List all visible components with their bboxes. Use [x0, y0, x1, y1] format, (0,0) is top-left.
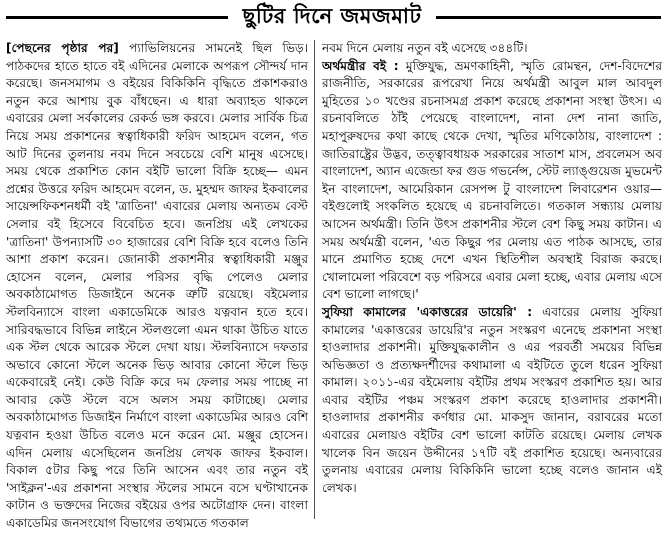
left-column: [6, 40, 308, 531]
section-heading-finance-minister: অর্থমন্ত্রীর বই :: [322, 58, 399, 73]
section-heading-sufia-kamal: সুফিয়া কামালের 'একাত্তরের ডায়েরি' :: [322, 304, 533, 319]
headline: ছুটির দিনে জমজমাট: [242, 4, 422, 28]
right-column: [322, 40, 662, 519]
continuation-marker: [পেছনের পৃষ্ঠার পর]: [6, 41, 119, 55]
left-column-paragraph: [6, 40, 308, 533]
headline-bar: [0, 0, 669, 36]
headline-rule-left: [6, 16, 228, 19]
headline-rule-right: [436, 16, 661, 19]
column-divider: [314, 40, 315, 519]
section-finance-minister: [322, 58, 662, 304]
section-sufia-kamal: [322, 304, 662, 498]
section-text-finance-minister: মুক্তিযুদ্ধ, ভ্রমণকাহিনী, স্মৃতি রোমন্থন, দেশ-বিদেশের রাজনীতি, সরকারের রূপরেখা নিয়ে অর্থমন্ত্রী আবুল মাল আবদুল মুহিতের ১০ খণ্ডের রচনাসমগ্র প্রকাশ করেছে প্রকাশনা সংস্থা উৎস। এ রচনাবলিতে ঠাঁই পেয়েছে বাংলাদেশ, নানা দেশ নানা জাতি, মহাপুরুষদের কথা কাছে থেকে দেখা, স্মৃতির মণিকোঠায়, বাংলাদেশ : জাতিরাষ্ট্রের উদ্ভব, তত্ত্বাবধায়ক সরকারের সাতাশ মাস, প্রবলেমস অব বাংলাদেশ, অ্যান এজেন্ডা ফর গুড গভর্নেন্স, স্টেট ল্যাঙ্গুয়েজ মুভমেন্ট ইন বাংলাদেশ, আমেরিকান রেসপন্স টু বাংলাদেশ লিবারেশন ওয়ার— বইগুলোই সংকলিত হয়েছে এ রচনাবলিতে। গতকাল সন্ধ্যায় মেলায় আসেন অর্থমন্ত্রী। তিনি উৎস প্রকাশনীর স্টলে বেশ কিছু সময় কাটান। এ সময় অর্থমন্ত্রী বলেন, 'এত কিছুর পর মেলায় এত পাঠক আসছে, তার মানে প্রমাণিত হচ্ছে দেশে এখন স্থিতিশীল অবস্থাই বিরাজ করছে। খোলামেলা পরিবেশে বড় পরিসরে এবার মেলা হচ্ছে, এবার মেলায় এসে বেশ ভালো লাগছে।': [322, 58, 662, 302]
section-text-sufia-kamal: এবারের মেলায় সুফিয়া কামালের 'একাত্তরের ডায়েরি'র নতুন সংস্করণ এনেছে প্রকাশনা সংস্থা হাওলাদার প্রকাশনী। মুক্তিযুদ্ধকালীন ও এর পরবর্তী সময়ের বিভিন্ন অভিজ্ঞতা ও প্রত্যক্ষদর্শীদের কথামালা এ বইটিতে তুলে ধরেন সুফিয়া কামাল। ২০১১-এর বইমেলায় বইটির প্রথম সংস্করণ প্রকাশিত হয়। আর এবার বইটির পঞ্চম সংস্করণ প্রকাশ করেছে হাওলাদার প্রকাশনী। হাওলাদার প্রকাশনীর কর্ণধার মো. মাকসুদ জানান, বরাবরের মতো এবারের মেলায়ও বইটির বেশ ভালো কাটতি রয়েছে। মেলায় লেখক খালেক বিন জয়েন উদ্দীনের ১৭টি বই প্রকাশিত হয়েছে। অন্যবারের তুলনায় এবারের মেলায় বিকিকিনি ভালো হচ্ছে বলেও জানান এই লেখক।: [322, 304, 662, 495]
left-column-text: প্যাভিলিয়নের সামনেই ছিল ভিড়। পাঠকদের হাতে হাতে বই এদিনের মেলাকে অপরূপ সৌন্দর্য দান করেছে। জনসমাগম ও বইয়ের বিকিকিনি বৃদ্ধিতে প্রকাশকরাও নতুন করে আশায় বুক বাঁধছেন। এ ধারা অব্যাহত থাকলে এবারের মেলা সর্বকালের রেকর্ড ভঙ্গ করবে। মেলার সার্বিক চিত্র নিয়ে সময় প্রকাশনের স্বত্বাধিকারী ফরিদ আহমেদ বলেন, গত আট দিনের তুলনায় নবম দিনে সবচেয়ে বেশি মানুষ এসেছে। সময় থেকে প্রকাশিত কোন বইটি ভালো বিক্রি হচ্ছে— এমন প্রশ্নের উত্তরে ফরিদ আহমেদ বলেন, ড. মুহম্মদ জাফর ইকবালের সায়েন্সফিকশনধর্মী বই 'ত্রাতিনা' এবারের মেলায় অন্যতম বেস্ট সেলার বই হিসেবে বিবেচিত হবে। জনপ্রিয় এই লেখকের 'ত্রাতিনা' উপন্যাসটি ৩০ হাজারের বেশি বিক্রি হবে বলেও তিনি আশা প্রকাশ করেন। জোনাকী প্রকাশনীর স্বত্বাধিকারী মঞ্জুর হোসেন বলেন, মেলার পরিসর বৃদ্ধি পেলেও মেলার অবকাঠামোগত ডিজাইনে অনেক ত্রুটি রয়েছে। বইমেলার স্টলবিন্যাসে বাংলা একাডেমিকে আরও যত্নবান হতে হবে। সারিবদ্ধভাবে বিভিন্ন লাইনে স্টলগুলো এমন থাকা উচিত যাতে এক স্টল থেকে আরেক স্টলে দেখা যায়। স্টলবিন্যাসে দফতার অভাবে কোনো স্টলে অনেক ভিড় আবার কোনো স্টলে ভিড় একেবারেই নেই। কেউ বিক্রি করে দম ফেলার সময় পাচ্ছে না আবার কেউ স্টলে বসে অলস সময় কাটাচ্ছে। মেলার অবকাঠামোগত ডিজাইন নির্মাণে বাংলা একাডেমির আরও বেশি যত্নবান হওয়া উচিত বলেও মনে করেন মো. মঞ্জুর হোসেন। এদিন মেলায় এসেছিলেন জনপ্রিয় লেখক জাফর ইকবাল। বিকাল ৫টার কিছু পরে তিনি আসেন এবং তার নতুন বই 'সাইক্লন'-এর প্রকাশনা সংস্থার স্টলের সামনে বসে ঘণ্টাখানেক কাটান ও ভক্তদের নিজের বইয়ের ওপর অটোগ্রাফ দেন। বাংলা একাডেমির জনসংযোগ বিভাগের তথ্যমতে গতকাল: [6, 41, 308, 531]
right-column-intro: নবম দিনে মেলায় নতুন বই এসেছে ৩৪৪টি।: [322, 41, 528, 55]
